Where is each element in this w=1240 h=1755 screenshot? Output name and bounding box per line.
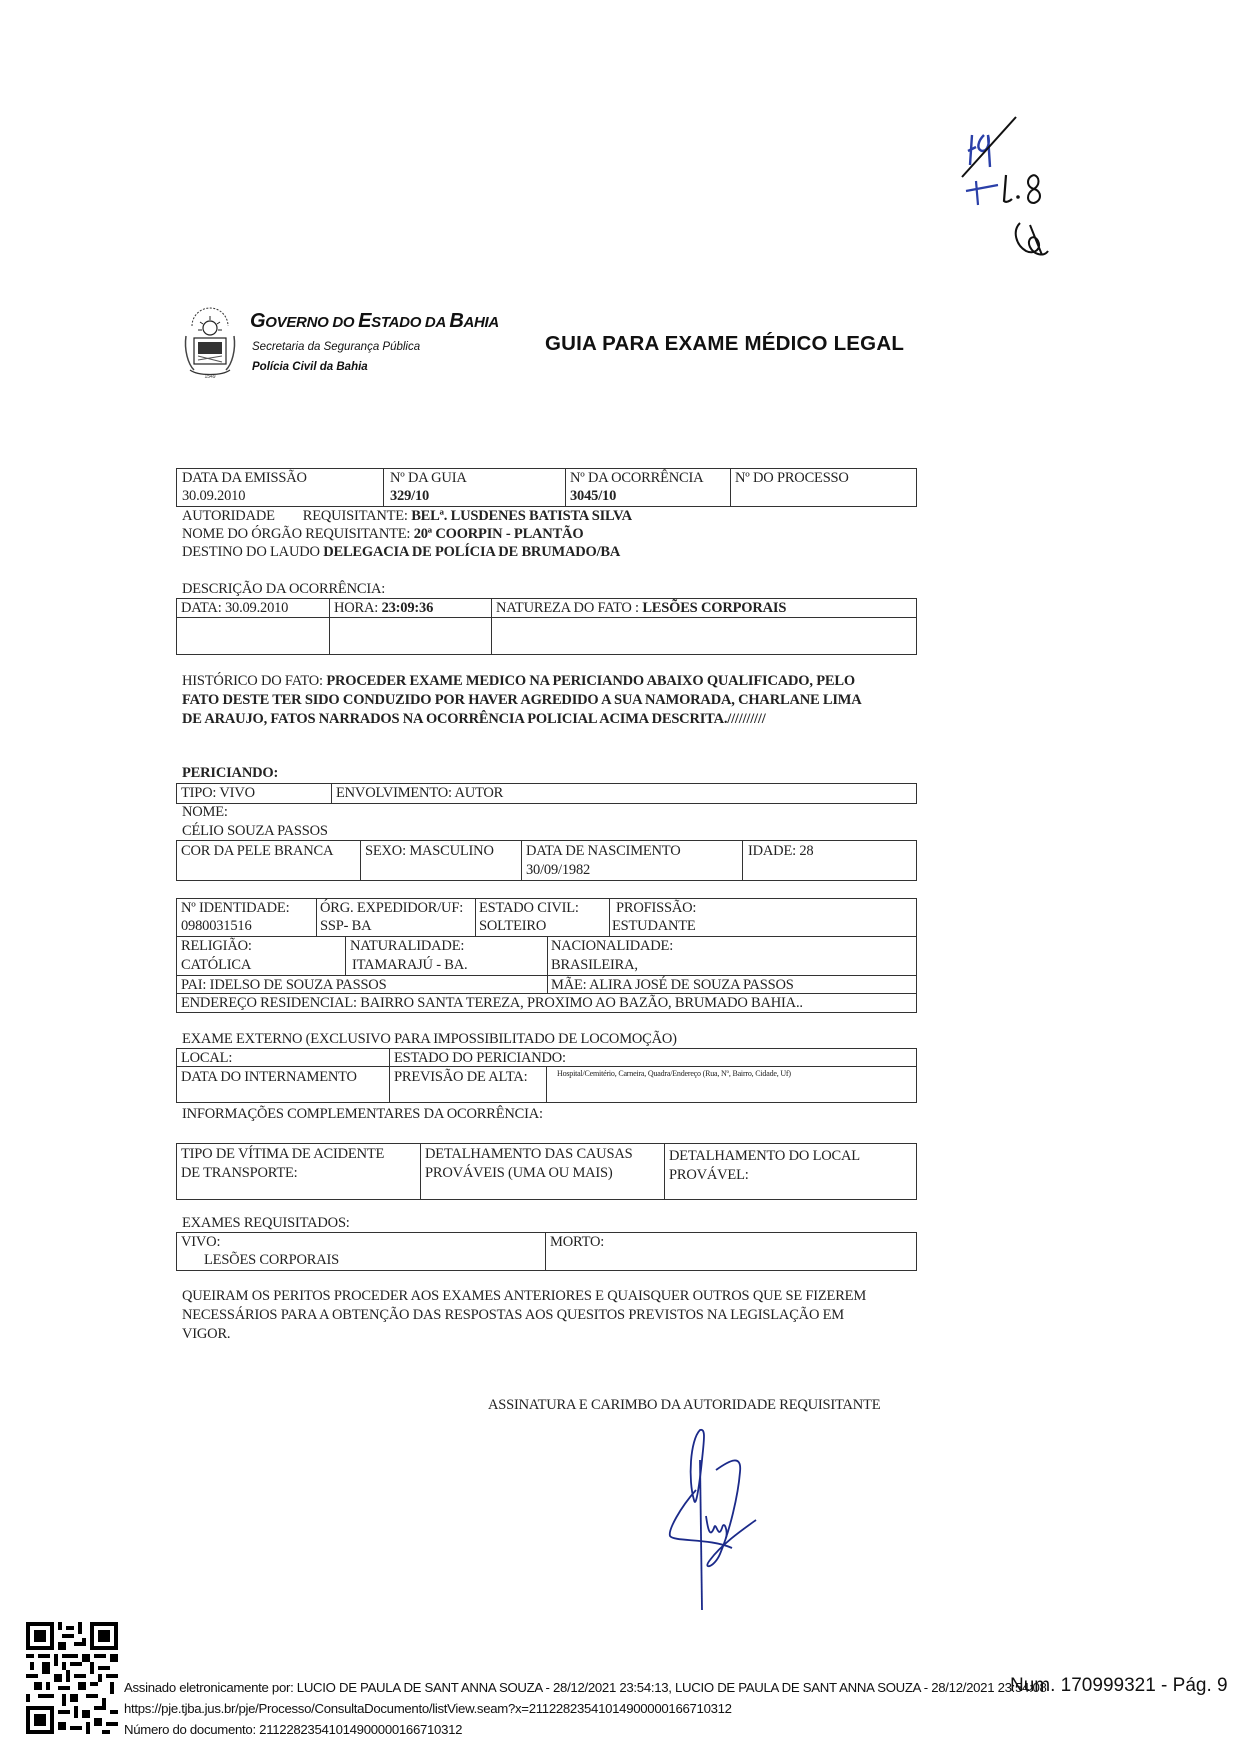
occurrence-nature — [496, 599, 786, 617]
document-url-link[interactable]: https://pje.tjba.jus.br/pje/Processo/ConsultaDocumento/listView.seam?x=21122823541014900000166710312 — [124, 1701, 732, 1716]
name-label: NOME: — [182, 804, 228, 820]
history-label: HISTÓRICO DO FATO: — [182, 673, 323, 689]
birthplace-value: ITAMARAJÚ - BA. — [352, 957, 468, 973]
admission-date-label: DATA DO INTERNAMENTO — [181, 1069, 357, 1085]
time-label: HORA: — [334, 600, 379, 616]
gov-letter: E — [358, 310, 372, 332]
occurrence-section-label: DESCRIÇÃO DA OCORRÊNCIA: — [182, 581, 386, 597]
marital-status-label: ESTADO CIVIL: — [479, 900, 579, 916]
divider — [609, 898, 610, 936]
issuer-label: ÓRG. EXPEDIDOR/UF: — [320, 900, 464, 916]
gov-word: STADO DA — [371, 314, 450, 331]
report-destination-line — [182, 543, 620, 561]
svg-text:1549: 1549 — [204, 374, 216, 380]
divider — [730, 468, 731, 507]
destination-label: DESTINO DO LAUDO — [182, 544, 320, 560]
address-hint: Hospital/Cemitério, Carneira, Quadra/Endereço (Rua, Nº, Bairro, Cidade, Uf) — [557, 1069, 791, 1078]
requested-exams-section-label: EXAMES REQUISITADOS: — [182, 1215, 350, 1231]
id-number-value: 0980031516 — [181, 918, 252, 934]
occurrence-time — [334, 599, 433, 617]
government-title — [250, 310, 499, 333]
closing-line-3: VIGOR. — [182, 1326, 231, 1342]
birthplace-label: NATURALIDADE: — [350, 938, 465, 954]
examinee-involvement: ENVOLVIMENTO: AUTOR — [336, 785, 504, 801]
divider — [491, 598, 492, 655]
divider — [389, 1048, 390, 1103]
emission-date-label: DATA DA EMISSÃO — [182, 470, 307, 486]
occurrence-number-value: 3045/10 — [570, 488, 617, 504]
destination-value: DELEGACIA DE POLÍCIA DE BRUMADO/BA — [323, 544, 621, 560]
emission-date-value: 30.09.2010 — [182, 488, 246, 504]
history-line-3: DE ARAUJO, FATOS NARRADOS NA OCORRÊNCIA POLICIAL ACIMA DESCRITA.////////// — [182, 711, 766, 727]
label-line: DETALHAMENTO DAS CAUSAS — [425, 1146, 633, 1162]
gov-letter: G — [250, 310, 266, 332]
authority-label: AUTORIDADE — [182, 508, 275, 524]
divider — [176, 617, 917, 618]
authority-line — [182, 507, 632, 525]
agency-value: 20ª COORPIN - PLANTÃO — [413, 526, 584, 542]
document-title: GUIA PARA EXAME MÉDICO LEGAL — [545, 332, 905, 355]
marital-status-value: SOLTEIRO — [479, 918, 547, 934]
mother-name: MÃE: ALIRA JOSÉ DE SOUZA PASSOS — [551, 977, 794, 993]
history-line-1 — [182, 672, 855, 690]
document-number: Número do documento: 21122823541014900000166710312 — [124, 1722, 463, 1737]
probable-causes-label — [425, 1145, 632, 1183]
probable-location-label — [669, 1147, 860, 1185]
complementary-info-section-label: INFORMAÇÕES COMPLEMENTARES DA OCORRÊNCIA: — [182, 1106, 543, 1122]
guide-number-label: Nº DA GUIA — [390, 470, 467, 486]
gov-word: AHIA — [463, 314, 499, 331]
nationality-label: NACIONALIDADE: — [551, 938, 674, 954]
divider — [565, 468, 566, 507]
discharge-forecast-label: PREVISÃO DE ALTA: — [394, 1069, 528, 1085]
page-info: Num. 170999321 - Pág. 9 — [1010, 1675, 1228, 1696]
gov-letter: B — [449, 310, 464, 332]
birth-date-value: 30/09/1982 — [526, 862, 591, 878]
divider — [545, 1232, 546, 1271]
dead-label: MORTO: — [550, 1234, 605, 1250]
profession-value: ESTUDANTE — [612, 918, 696, 934]
document-qr-code[interactable] — [26, 1622, 118, 1734]
divider — [316, 898, 317, 936]
external-exam-section-label: EXAME EXTERNO (EXCLUSIVO PARA IMPOSSIBILITADO DE LOCOMOÇÃO) — [182, 1031, 677, 1047]
closing-line-2: NECESSÁRIOS PARA A OBTENÇÃO DAS RESPOSTAS AOS QUESITOS PREVISTOS NA LEGISLAÇÃO EM — [182, 1307, 844, 1323]
occurrence-date — [181, 599, 288, 617]
nature-label: NATUREZA DO FATO : — [496, 600, 639, 616]
date-label: DATA: — [181, 600, 222, 616]
alive-label: VIVO: — [181, 1234, 221, 1250]
sex: SEXO: MASCULINO — [365, 843, 494, 859]
agency-label: NOME DO ÓRGÃO REQUISITANTE: — [182, 526, 411, 542]
history-line-2: FATO DESTE TER SIDO CONDUZIDO POR HAVER AGREDIDO A SUA NAMORADA, CHARLANE LIMA — [182, 692, 862, 708]
requester-value: BELª. LUSDENES BATISTA SILVA — [411, 508, 632, 524]
secretariat-name: Secretaria da Segurança Pública — [252, 341, 421, 353]
divider — [546, 1066, 547, 1103]
divider — [360, 840, 361, 881]
divider — [521, 840, 522, 881]
guide-number-value: 329/10 — [390, 488, 430, 504]
divider — [664, 1143, 665, 1200]
divider — [329, 598, 330, 655]
skin-color: COR DA PELE BRANCA — [181, 843, 334, 859]
issuer-value: SSP- BA — [320, 918, 372, 934]
divider — [475, 898, 476, 936]
profession-label: PROFISSÃO: — [616, 900, 697, 916]
examinee-state-label: ESTADO DO PERICIANDO: — [394, 1050, 566, 1066]
requesting-agency-line — [182, 525, 583, 543]
nationality-value: BRASILEIRA, — [551, 957, 638, 973]
religion-label: RELIGIÃO: — [181, 938, 252, 954]
process-number-label: Nº DO PROCESSO — [735, 470, 849, 486]
transport-victim-type-label — [181, 1145, 384, 1183]
divider — [383, 468, 384, 507]
location-label: LOCAL: — [181, 1050, 233, 1066]
requester-label: REQUISITANTE: — [302, 508, 408, 524]
divider — [420, 1143, 421, 1200]
birth-date-label: DATA DE NASCIMENTO — [526, 843, 681, 859]
name-value: CÉLIO SOUZA PASSOS — [182, 823, 328, 839]
age: IDADE: 28 — [748, 843, 814, 859]
gov-word: OVERNO DO — [265, 314, 359, 331]
examinee-type-table — [176, 783, 917, 804]
occurrence-number-label: Nº DA OCORRÊNCIA — [570, 470, 704, 486]
home-address: ENDEREÇO RESIDENCIAL: BAIRRO SANTA TEREZA, PROXIMO AO BAZÃO, BRUMADO BAHIA.. — [181, 995, 803, 1011]
alive-exam-value: LESÕES CORPORAIS — [204, 1252, 339, 1268]
bahia-coat-of-arms-emblem — [182, 306, 238, 380]
divider — [345, 936, 346, 975]
closing-line-1: QUEIRAM OS PERITOS PROCEDER AOS EXAMES ANTERIORES E QUAISQUER OUTROS QUE SE FIZEREM — [182, 1288, 867, 1304]
divider — [331, 783, 332, 804]
father-name: PAI: IDELSO DE SOUZA PASSOS — [181, 977, 387, 993]
label-line: DE TRANSPORTE: — [181, 1165, 298, 1181]
electronic-signature-info: Assinado eletronicamente por: LUCIO DE PAULA DE SANT ANNA SOUZA - 28/12/2021 23:54:13, LUCIO DE PAULA DE SANT ANNA SOUZA - 28/12/2021 23:54:08 — [124, 1680, 1047, 1695]
label-line: PROVÁVEIS (UMA OU MAIS) — [425, 1165, 613, 1181]
religion-value: CATÓLICA — [181, 957, 252, 973]
history-text: PROCEDER EXAME MEDICO NA PERICIANDO ABAIXO QUALIFICADO, PELO — [326, 673, 855, 689]
examinee-section-label: PERICIANDO: — [182, 765, 279, 781]
label-line: TIPO DE VÍTIMA DE ACIDENTE — [181, 1146, 385, 1162]
time-value: 23:09:36 — [381, 600, 434, 616]
divider — [547, 936, 548, 993]
divider — [742, 840, 743, 881]
handwritten-signature — [660, 1420, 770, 1620]
id-number-label: Nº IDENTIDADE: — [181, 900, 290, 916]
label-line: DETALHAMENTO DO LOCAL — [669, 1148, 860, 1164]
nature-value: LESÕES CORPORAIS — [642, 600, 787, 616]
examinee-type: TIPO: VIVO — [181, 785, 255, 801]
label-line: PROVÁVEL: — [669, 1167, 749, 1183]
date-value: 30.09.2010 — [224, 600, 289, 616]
police-name: Polícia Civil da Bahia — [252, 361, 368, 373]
handwritten-page-number-marks — [950, 105, 1060, 275]
signature-label: ASSINATURA E CARIMBO DA AUTORIDADE REQUISITANTE — [488, 1397, 881, 1413]
